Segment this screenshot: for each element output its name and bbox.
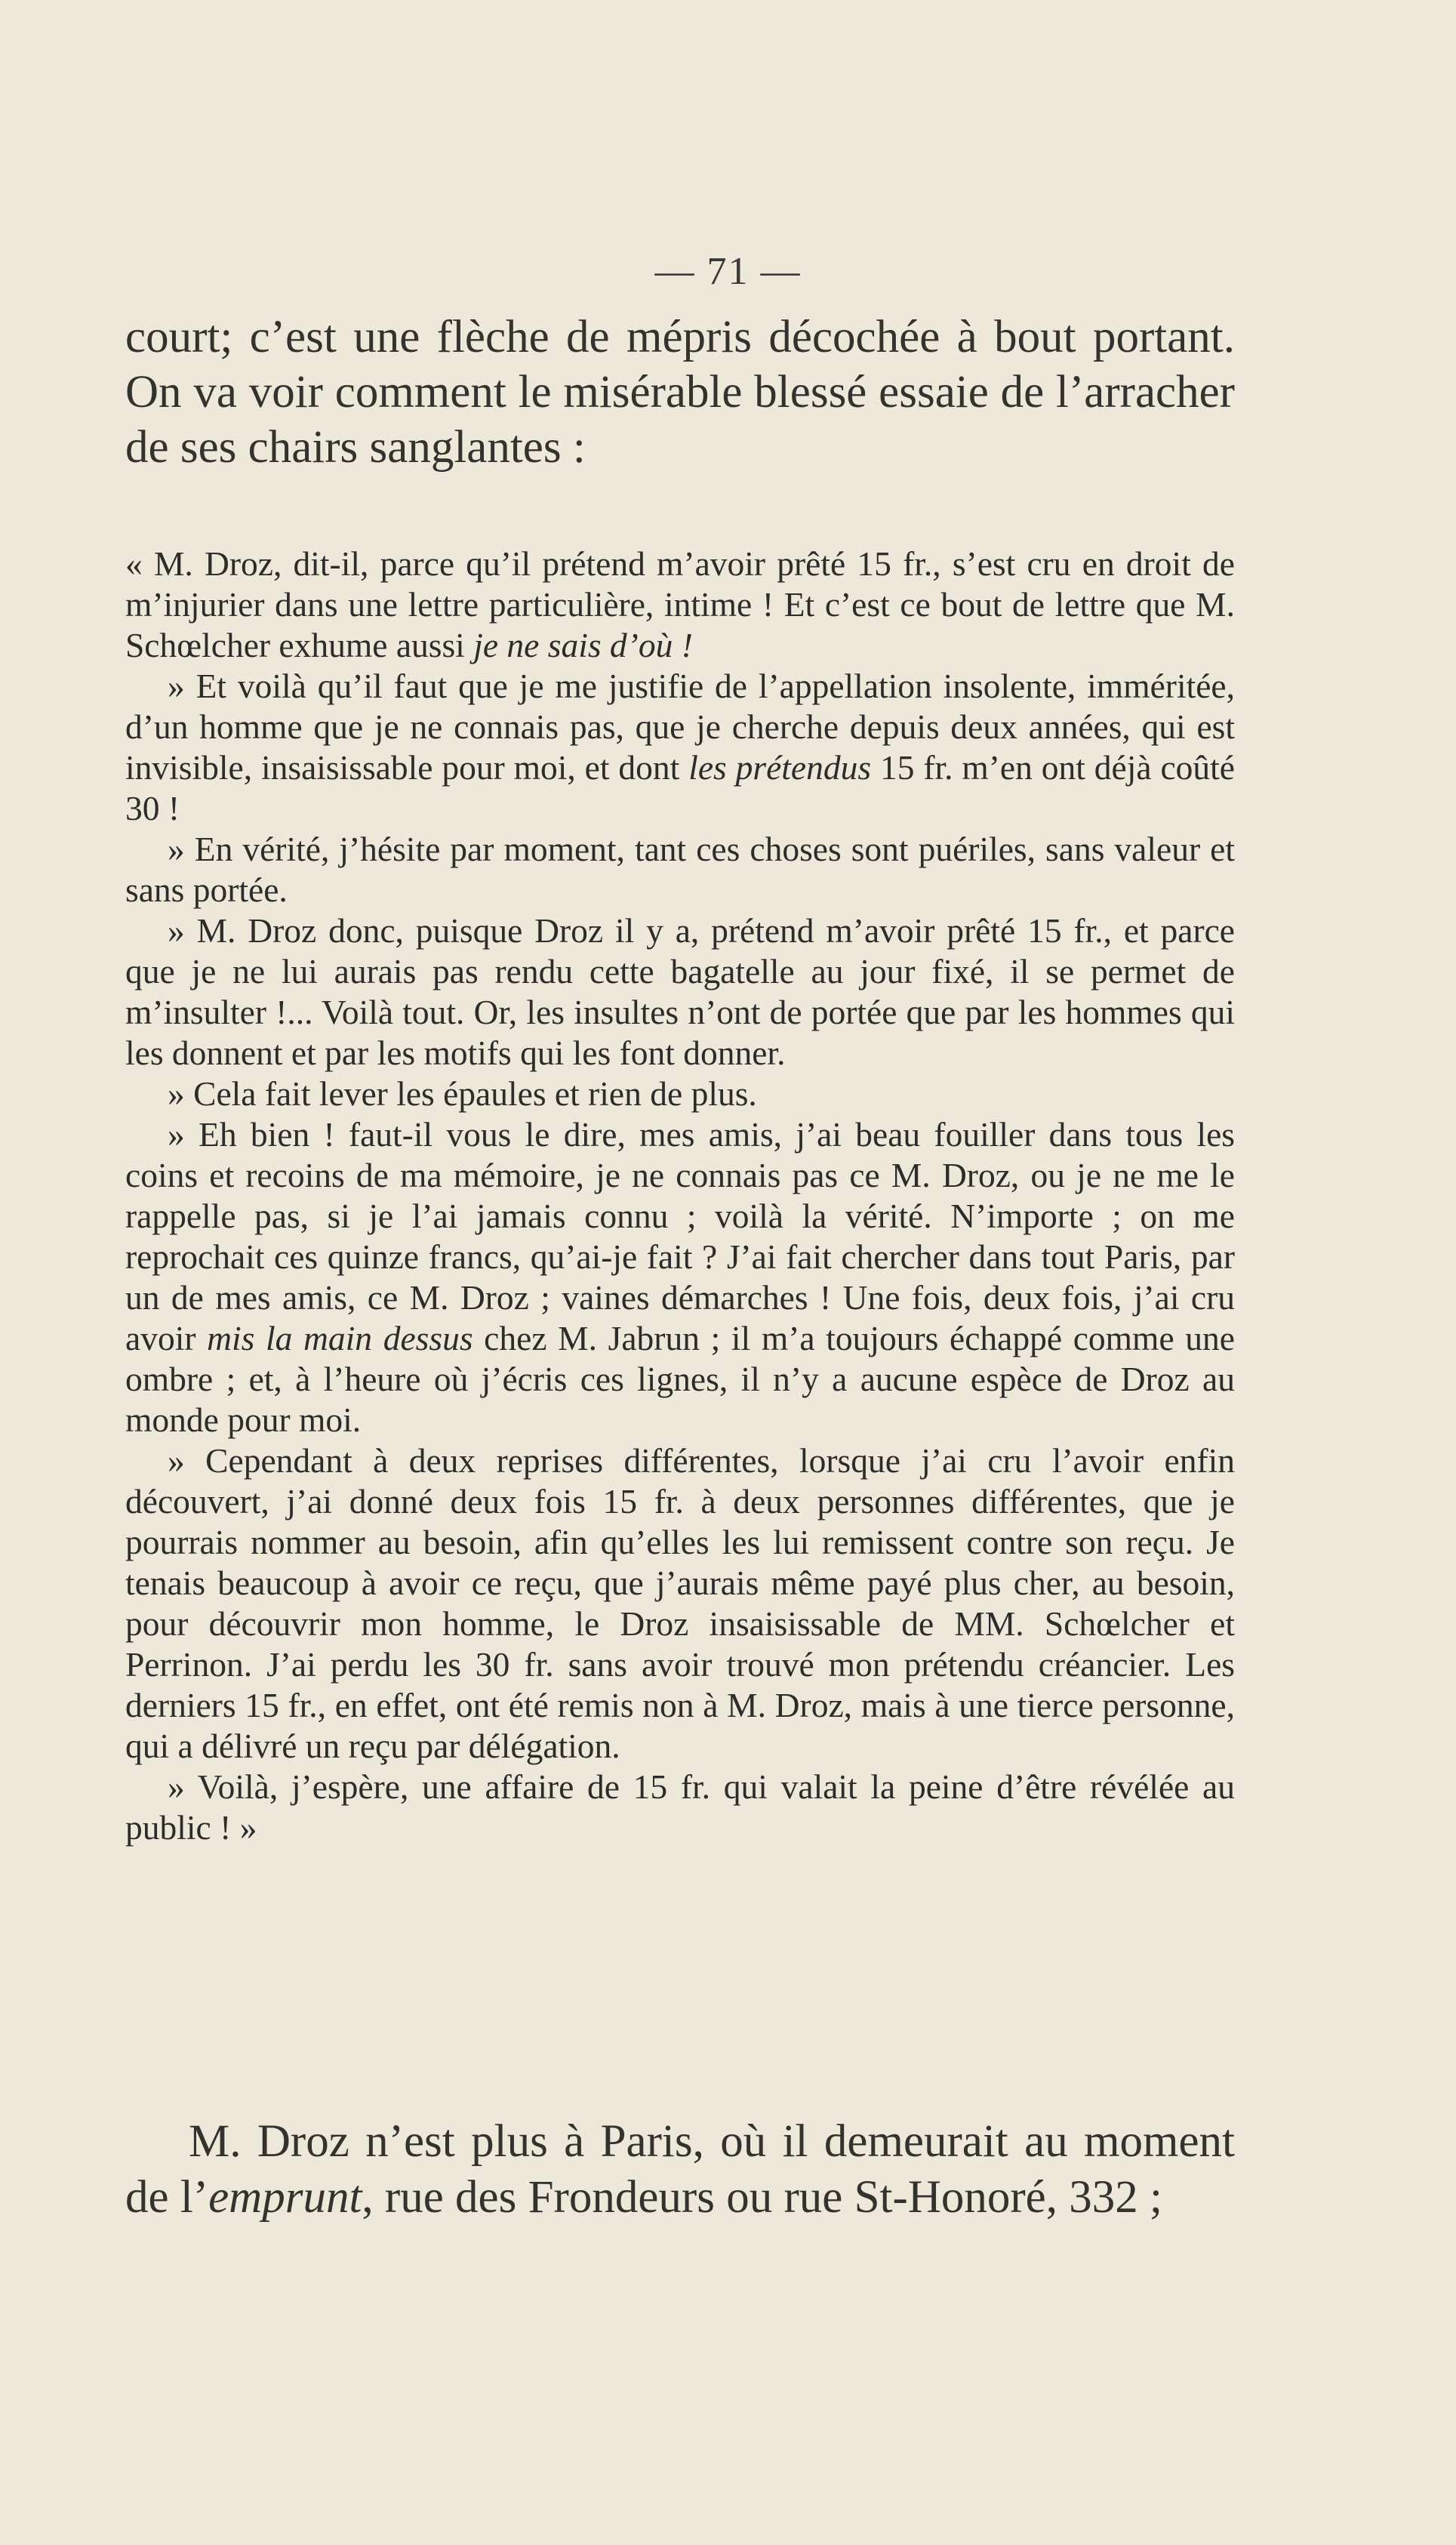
closing-paragraph xyxy=(125,2114,1235,2226)
quoted-letter xyxy=(125,544,1235,1848)
intro-paragraph xyxy=(125,310,1235,475)
letter-paragraph: » Et voilà qu’il faut que je me justifie de l’appellation insolente, imméritée, d’un homme que je ne connais pas, que je cherche depuis deux années, qui est invisible, insaisissable pour moi, et dont les prétendus 15 fr. m’en ont déjà coûté 30 ! xyxy=(125,667,1235,827)
intro-text: court; c’est une flèche de mépris décochée à bout portant. On va voir comment le misérable blessé essaie de l’arracher de ses chairs sanglantes : xyxy=(125,312,1235,473)
closing-text: M. Droz n’est plus à Paris, où il demeurait au moment de l’emprunt, rue des Frondeurs ou rue St-Honoré, 332 ; xyxy=(125,2116,1235,2223)
page-number: — 71 — xyxy=(654,250,802,293)
letter-paragraph: » Voilà, j’espère, une affaire de 15 fr. qui valait la peine d’être révélée au public ! » xyxy=(125,1767,1235,1847)
letter-paragraph: « M. Droz, dit-il, parce qu’il prétend m’avoir prêté 15 fr., s’est cru en droit de m’injurier dans une lettre particulière, intime ! Et c’est ce bout de lettre que M. Schœlcher exhume aussi je ne sais d’où ! xyxy=(125,544,1235,664)
letter-paragraph: » En vérité, j’hésite par moment, tant ces choses sont puériles, sans valeur et sans portée. xyxy=(125,830,1235,909)
letter-paragraph: » Cependant à deux reprises différentes, lorsque j’ai cru l’avoir enfin découvert, j’ai donné deux fois 15 fr. à deux personnes différentes, que je pourrais nommer au besoin, afin qu’elles les lui remissent contre son reçu. Je tenais beaucoup à avoir ce reçu, que j’aurais même payé plus cher, au besoin, pour découvrir mon homme, le Droz insaisissable de MM. Schœlcher et Perrinon. J’ai perdu les 30 fr. sans avoir trouvé mon prétendu créancier. Les derniers 15 fr., en effet, ont été remis non à M. Droz, mais à une tierce personne, qui a délivré un reçu par délégation. xyxy=(125,1441,1235,1765)
letter-paragraph: » M. Droz donc, puisque Droz il y a, prétend m’avoir prêté 15 fr., et parce que je ne lui aurais pas rendu cette bagatelle au jour fixé, il se permet de m’insulter !... Voilà tout. Or, les insultes n’ont de portée que par les hommes qui les donnent et par les motifs qui les font donner. xyxy=(125,911,1235,1072)
letter-paragraph: » Cela fait lever les épaules et rien de plus. xyxy=(168,1074,757,1113)
letter-paragraph: » Eh bien ! faut-il vous le dire, mes amis, j’ai beau fouiller dans tous les coins et recoins de ma mémoire, je ne connais pas ce M. Droz, ou je ne me le rappelle pas, si je l’ai jamais connu ; voilà la vérité. N’importe ; on me reprochait ces quinze francs, qu’ai-je fait ? J’ai fait chercher dans tout Paris, par un de mes amis, ce M. Droz ; vaines démarches ! Une fois, deux fois, j’ai cru avoir mis la main dessus chez M. Jabrun ; il m’a toujours échappé comme une ombre ; et, à l’heure où j’écris ces lignes, il n’y a aucune espèce de Droz au monde pour moi. xyxy=(125,1115,1235,1439)
